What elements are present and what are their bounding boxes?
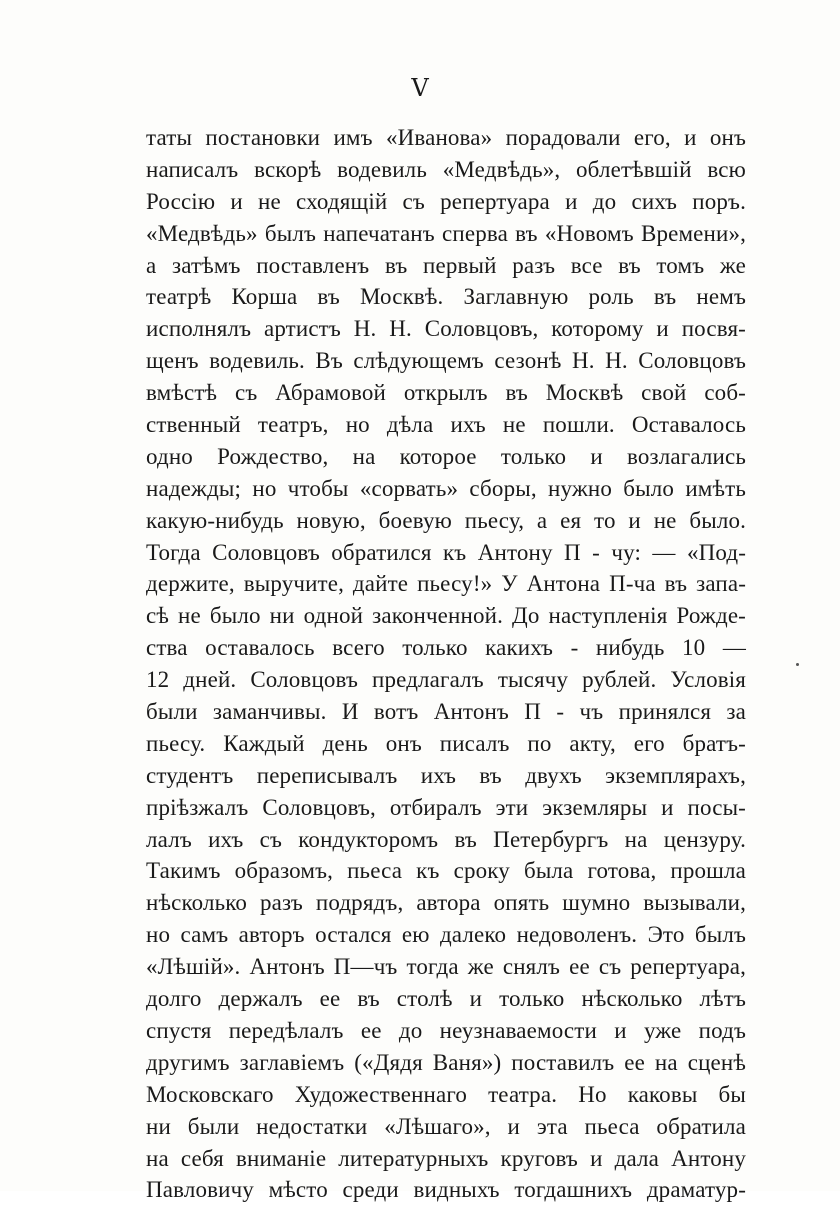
text-line: вмѣстѣ съ Абрамовой открылъ въ Москвѣ свой соб- <box>146 380 746 406</box>
text-line: ственный театръ, но дѣла ихъ не пошли. Оставалось <box>146 412 746 438</box>
text-line: пріѣзжалъ Соловцовъ, отбиралъ эти экземляры и посы- <box>146 794 746 820</box>
text-line: ни были недостатки «Лѣшаго», и эта пьеса обратила <box>146 1113 746 1139</box>
scan-speck <box>796 663 799 666</box>
text-line: исполнялъ артистъ Н. Н. Соловцовъ, которому и посвя- <box>146 316 746 342</box>
text-line: «Медвѣдь» былъ напечатанъ сперва въ «Новомъ Времени», <box>146 220 746 246</box>
text-line: ства оставалось всего только какихъ - нибудь 10 — <box>146 635 746 661</box>
text-line: Павловичу мѣсто среди видныхъ тогдашнихъ драматур- <box>146 1177 746 1203</box>
text-line: Тогда Соловцовъ обратился къ Антону П - чу: — «Под- <box>146 539 746 565</box>
text-line: сѣ не было ни одной законченной. До наступленія Рожде- <box>146 603 746 629</box>
body-text <box>146 122 746 1206</box>
text-line: театрѣ Корша въ Москвѣ. Заглавную роль въ немъ <box>146 284 746 310</box>
text-line: а затѣмъ поставленъ въ первый разъ все въ томъ же <box>146 252 746 278</box>
text-line: другимъ заглавіемъ («Дядя Ваня») поставилъ ее на сценѣ <box>146 1049 746 1075</box>
page-number: V <box>411 74 429 102</box>
text-line: «Лѣшій». Антонъ П—чъ тогда же снялъ ее съ репертуара, <box>146 954 746 980</box>
text-line: спустя передѣлалъ ее до неузнаваемости и уже подъ <box>146 1017 746 1043</box>
text-line: долго держалъ ее въ столѣ и только нѣсколько лѣтъ <box>146 986 746 1012</box>
text-line: пьесу. Каждый день онъ писалъ по акту, его братъ- <box>146 730 746 756</box>
text-line: щенъ водевиль. Въ слѣдующемъ сезонѣ Н. Н. Соловцовъ <box>146 348 746 374</box>
text-line: Московскаго Художественнаго театра. Но каковы бы <box>146 1081 746 1107</box>
text-line: лалъ ихъ съ кондукторомъ въ Петербургъ на цензуру. <box>146 826 746 852</box>
text-line: Россію и не сходящій съ репертуара и до сихъ поръ. <box>146 188 746 214</box>
text-line: держите, выручите, дайте пьесу!» У Антона П-ча въ запа- <box>146 571 746 597</box>
text-line: 12 дней. Соловцовъ предлагалъ тысячу рублей. Условія <box>146 667 746 693</box>
text-line: нѣсколько разъ подрядъ, автора опять шумно вызывали, <box>146 890 746 916</box>
text-line: но самъ авторъ остался ею далеко недоволенъ. Это былъ <box>146 922 746 948</box>
text-line: студентъ переписывалъ ихъ въ двухъ экземплярахъ, <box>146 762 746 788</box>
text-line: таты постановки имъ «Иванова» порадовали его, и онъ <box>146 125 746 150</box>
text-line: надежды; но чтобы «сорвать» сборы, нужно было имѣть <box>146 475 746 501</box>
text-line: были заманчивы. И вотъ Антонъ П - чъ принялся за <box>146 699 746 725</box>
text-line: на себя вниманіе литературныхъ круговъ и дала Антону <box>146 1145 746 1171</box>
text-line: Такимъ образомъ, пьеса къ сроку была готова, прошла <box>146 858 746 884</box>
text-line: одно Рождество, на которое только и возлагались <box>146 443 746 469</box>
text-line: написалъ вскорѣ водевиль «Медвѣдь», облетѣвшій всю <box>146 156 746 182</box>
text-line: какую-нибудь новую, боевую пьесу, а ея то и не было. <box>146 507 746 533</box>
